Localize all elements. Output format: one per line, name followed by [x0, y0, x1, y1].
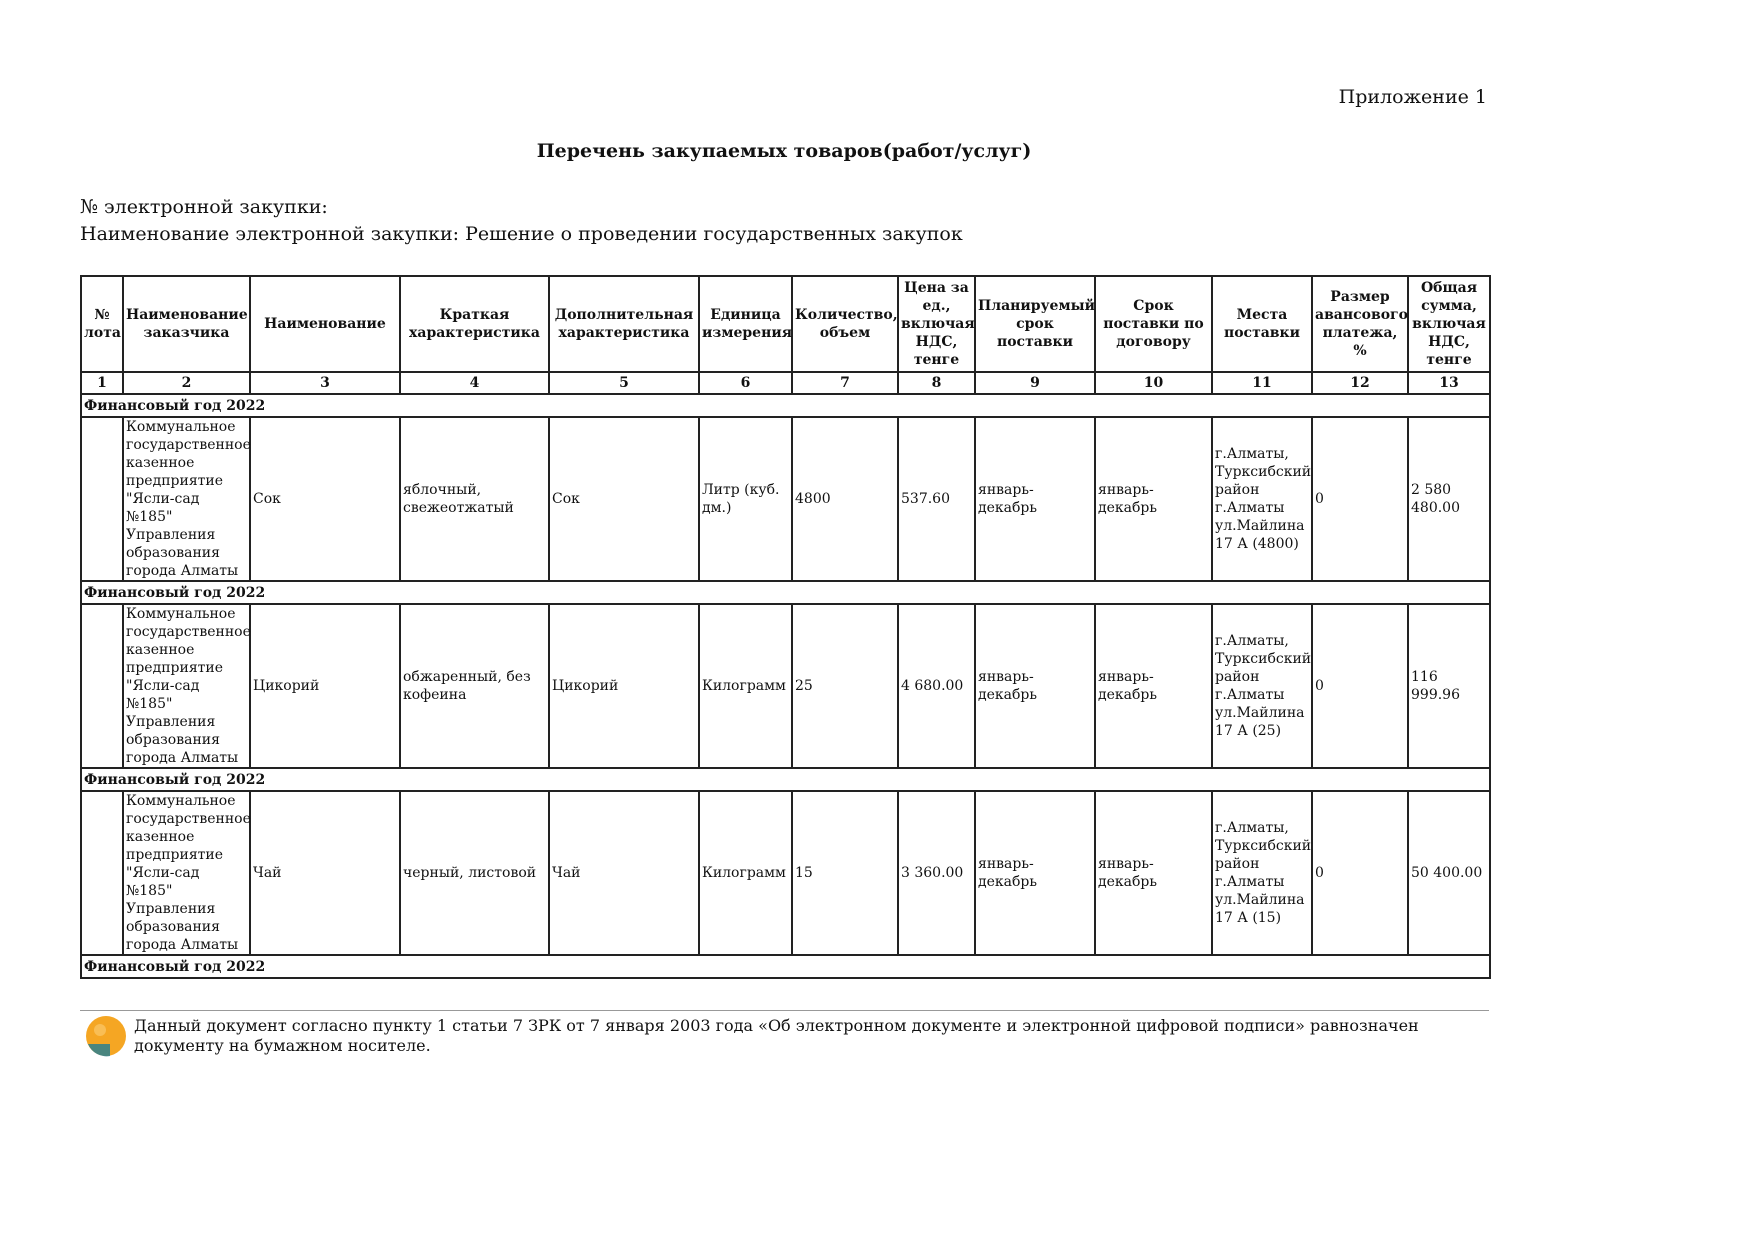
financial-year-row [81, 394, 1490, 417]
table-cell: Коммунальное государственное казенное предприятие "Ясли-сад №185" Управления образования города Алматы [123, 417, 250, 581]
column-header: Цена за ед., включая НДС, тенге [898, 276, 975, 372]
column-number: 6 [699, 372, 792, 394]
footer-legal-text: Данный документ согласно пункту 1 статьи 7 ЗРК от 7 января 2003 года «Об электронном документе и электронной цифровой подписи» равнозначен документу на бумажном носителе. [134, 1016, 1419, 1055]
table-row [81, 417, 1490, 581]
column-number: 4 [400, 372, 549, 394]
table-cell: 4800 [792, 417, 898, 581]
table-cell: Сок [250, 417, 400, 581]
table-cell: январь-декабрь [1095, 604, 1212, 768]
column-number: 9 [975, 372, 1095, 394]
table-cell [81, 791, 123, 955]
table-cell: Цикорий [549, 604, 699, 768]
procurement-table [80, 275, 1491, 979]
table-cell: обжаренный, без кофеина [400, 604, 549, 768]
financial-year-label: Финансовый год 2022 [81, 394, 1490, 417]
table-row [81, 791, 1490, 955]
table-cell [81, 604, 123, 768]
table-cell: Сок [549, 417, 699, 581]
table-cell: январь-декабрь [975, 604, 1095, 768]
table-row [81, 604, 1490, 768]
column-header: Краткая характеристика [400, 276, 549, 372]
table-cell: Чай [549, 791, 699, 955]
table-cell: Чай [250, 791, 400, 955]
financial-year-row [81, 581, 1490, 604]
table-cell: 15 [792, 791, 898, 955]
column-number: 7 [792, 372, 898, 394]
financial-year-row [81, 955, 1490, 978]
column-header: Единица измерения [699, 276, 792, 372]
column-number: 1 [81, 372, 123, 394]
financial-year-label: Финансовый год 2022 [81, 581, 1490, 604]
table-cell: 0 [1312, 417, 1408, 581]
column-number: 2 [123, 372, 250, 394]
column-header: Наименование заказчика [123, 276, 250, 372]
column-header: Наименование [250, 276, 400, 372]
column-number: 13 [1408, 372, 1490, 394]
table-cell: январь-декабрь [1095, 417, 1212, 581]
table-cell: 116 999.96 [1408, 604, 1490, 768]
table-cell: 50 400.00 [1408, 791, 1490, 955]
column-header: Размер авансового платежа, % [1312, 276, 1408, 372]
table-cell: черный, листовой [400, 791, 549, 955]
column-number: 8 [898, 372, 975, 394]
financial-year-label: Финансовый год 2022 [81, 768, 1490, 791]
column-number-row [81, 372, 1490, 394]
table-header-row [81, 276, 1490, 372]
column-header: № лота [81, 276, 123, 372]
table-cell: Цикорий [250, 604, 400, 768]
column-number: 5 [549, 372, 699, 394]
column-number: 12 [1312, 372, 1408, 394]
column-header: Дополнительная характеристика [549, 276, 699, 372]
page-title: Перечень закупаемых товаров(работ/услуг) [536, 140, 1032, 162]
table-cell: Килограмм [699, 604, 792, 768]
column-header: Срок поставки по договору [1095, 276, 1212, 372]
financial-year-label: Финансовый год 2022 [81, 955, 1490, 978]
column-header: Количество, объем [792, 276, 898, 372]
column-header: Места поставки [1212, 276, 1312, 372]
table-cell: 25 [792, 604, 898, 768]
table-cell: Коммунальное государственное казенное предприятие "Ясли-сад №185" Управления образования города Алматы [123, 604, 250, 768]
table-cell: январь-декабрь [975, 417, 1095, 581]
table-cell: Коммунальное государственное казенное предприятие "Ясли-сад №185" Управления образования города Алматы [123, 791, 250, 955]
table-cell: Литр (куб. дм.) [699, 417, 792, 581]
table-cell: г.Алматы, Турксибский район г.Алматы ул.Майлина 17 А (15) [1212, 791, 1312, 955]
table-cell: г.Алматы, Турксибский район г.Алматы ул.Майлина 17 А (25) [1212, 604, 1312, 768]
table-cell: 3 360.00 [898, 791, 975, 955]
table-cell: 0 [1312, 604, 1408, 768]
table-cell: яблочный, свежеотжатый [400, 417, 549, 581]
column-number: 10 [1095, 372, 1212, 394]
table-cell: январь-декабрь [975, 791, 1095, 955]
column-number: 3 [250, 372, 400, 394]
procurement-name: Наименование электронной закупки: Решение о проведении государственных закупок [80, 223, 963, 245]
table-cell [81, 417, 123, 581]
table-cell: 0 [1312, 791, 1408, 955]
table-cell: 537.60 [898, 417, 975, 581]
table-cell: Килограмм [699, 791, 792, 955]
appendix-label: Приложение 1 [1338, 86, 1487, 108]
column-header: Планируемый срок поставки [975, 276, 1095, 372]
footer-divider [80, 1010, 1489, 1011]
procurement-number: № электронной закупки: [80, 196, 328, 218]
financial-year-row [81, 768, 1490, 791]
table-cell: г.Алматы, Турксибский район г.Алматы ул.Майлина 17 А (4800) [1212, 417, 1312, 581]
table-cell: 2 580 480.00 [1408, 417, 1490, 581]
table-cell: январь-декабрь [1095, 791, 1212, 955]
egov-sun-logo-icon [84, 1014, 128, 1058]
column-number: 11 [1212, 372, 1312, 394]
table-cell: 4 680.00 [898, 604, 975, 768]
column-header: Общая сумма, включая НДС, тенге [1408, 276, 1490, 372]
